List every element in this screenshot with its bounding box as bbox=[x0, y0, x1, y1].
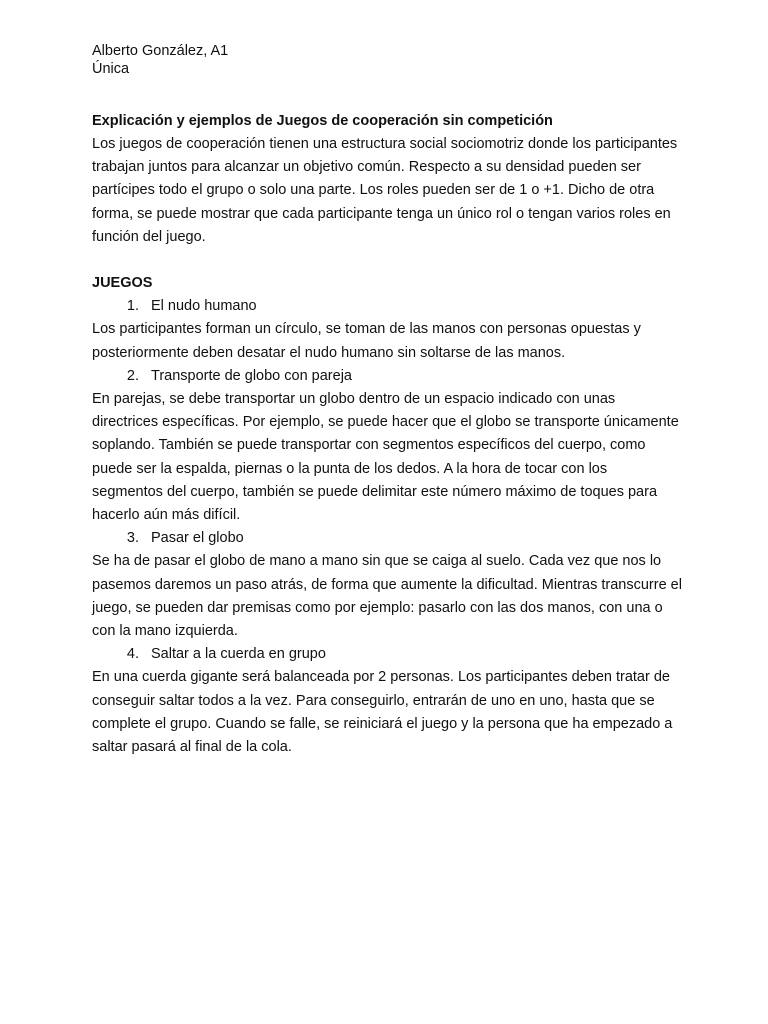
game-title: Pasar el globo bbox=[151, 530, 244, 547]
game-title: El nudo humano bbox=[151, 298, 257, 315]
game-number: 3. bbox=[126, 530, 139, 547]
game-number: 4. bbox=[126, 646, 139, 663]
game-entry bbox=[92, 365, 682, 527]
author-line: Alberto González, A1 bbox=[92, 43, 229, 59]
game-list-item bbox=[92, 295, 682, 318]
game-number: 1. bbox=[126, 298, 139, 315]
game-description: En parejas, se debe transportar un globo dentro de un espacio indicado con unas directrices específicas. Por ejemplo, se puede hacer que el globo se transporte únicamente soplando. También se puede transportar con segmentos específicos del cuerpo, como puede ser la espalda, piernas o la punta de los dedos. A la hora de tocar con los segmentos del cuerpo, también se puede delimitar este número máximo de toques para hacerlo aún más difícil. bbox=[92, 391, 679, 524]
document-title: Explicación y ejemplos de Juegos de cooperación sin competición bbox=[92, 113, 553, 129]
game-entry bbox=[92, 295, 682, 365]
game-title: Saltar a la cuerda en grupo bbox=[151, 646, 326, 663]
section-spacer bbox=[92, 249, 682, 272]
game-description: Se ha de pasar el globo de mano a mano sin que se caiga al suelo. Cada vez que nos lo pasemos daremos un paso atrás, de forma que aumente la dificultad. Mientras transcurre el juego, se pueden dar premisas como por ejemplo: pasarlo con las dos manos, con una o con la mano izquierda. bbox=[92, 553, 682, 640]
group-line: Única bbox=[92, 61, 130, 77]
game-list-item bbox=[92, 643, 682, 666]
game-description: Los participantes forman un círculo, se toman de las manos con personas opuestas y posteriormente deben desatar el nudo humano sin soltarse de las manos. bbox=[92, 321, 641, 361]
game-entry bbox=[92, 527, 682, 643]
section-heading: JUEGOS bbox=[92, 275, 153, 292]
game-number: 2. bbox=[126, 367, 139, 384]
game-description: En una cuerda gigante será balanceada por 2 personas. Los participantes deben tratar de conseguir saltar todos a la vez. Para conseguirlo, entrarán de uno en uno, hasta que se complete el grupo. Cuando se falle, se reiniciará el juego y la persona que ha empezado a saltar pasará al final de la cola. bbox=[92, 669, 673, 756]
intro-paragraph: Los juegos de cooperación tienen una estructura social sociomotriz donde los participantes trabajan juntos para alcanzar un objetivo común. Respecto a su densidad pueden ser partícipes todo el grupo o solo una parte. Los roles pueden ser de 1 o +1. Dicho de otra forma, se puede mostrar que cada participante tenga un único rol o tengan varios roles en función del juego. bbox=[92, 136, 678, 245]
game-title: Transporte de globo con pareja bbox=[151, 367, 352, 384]
document-page bbox=[92, 42, 682, 759]
game-list-item bbox=[92, 527, 682, 550]
game-list-item bbox=[92, 365, 682, 388]
game-entry bbox=[92, 643, 682, 759]
